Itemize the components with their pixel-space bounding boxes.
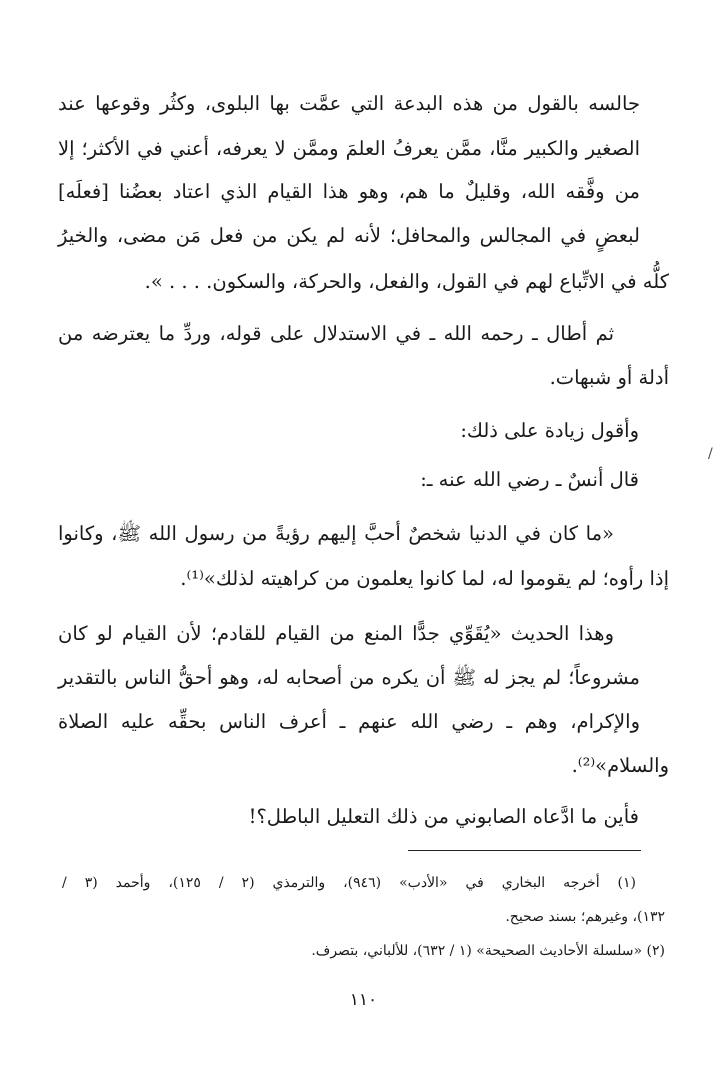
body-line: وهذا الحديث «يُقَوِّي جدًّا المنع من القيام للقادم؛ لأن القيام لو كان xyxy=(58,622,614,645)
body-line: مشروعاً؛ لم يجز له ﷺ أن يكره من أصحابه له، وهو أحقُّ الناس بالتقدير xyxy=(58,666,640,689)
body-line: والإكرام، وهم ـ رضي الله عنهم ـ أعرف الناس بحقِّه عليه الصلاة xyxy=(58,710,640,733)
footnote-separator xyxy=(408,850,641,851)
body-line: من وفَّقه الله، وقليلٌ ما هم، وهو هذا القيام الذي اعتاد بعضُنا [فعلَه] xyxy=(58,180,640,203)
body-line: ثم أطال ـ رحمه الله ـ في الاستدلال على قوله، وردِّ ما يعترضه من xyxy=(58,322,614,345)
body-line: لبعضٍ في المجالس والمحافل؛ لأنه لم يكن من فعل مَن مضى، والخيرُ xyxy=(58,224,640,247)
body-line: الصغير والكبير منَّا، ممَّن يعرفُ العلمَ وممَّن لا يعرفه، أعني في الأكثر؛ إلا xyxy=(58,137,640,160)
body-line: وأقول زيادة على ذلك: xyxy=(460,419,639,442)
body-line: والسلام»⁽²⁾. xyxy=(571,754,669,777)
page-number: ١١٠ xyxy=(349,990,378,1010)
body-line: كلُّه في الاتِّباع لهم في القول، والفعل، والحركة، والسكون. . . . ». xyxy=(144,270,669,293)
body-line: فأين ما ادَّعاه الصابوني من ذلك التعليل الباطل؟! xyxy=(248,805,639,828)
body-line: أدلة أو شبهات. xyxy=(549,366,669,389)
hadith-line: إذا رأوه؛ لم يقوموا له، لما كانوا يعلمون من كراهيته لذلك»⁽¹⁾. xyxy=(180,567,669,590)
body-line: قال أنسٌ ـ رضي الله عنه ـ: xyxy=(420,468,639,491)
body-line: جالسه بالقول من هذه البدعة التي عمَّت بها البلوى، وكثُر وقوعها عند xyxy=(58,92,640,115)
footnote-line: ١٣٢)، وغيرهم؛ بسند صحيح. xyxy=(505,909,665,925)
footnote-line: (١) أخرجه البخاري في «الأدب» (٩٤٦)، والترمذي (٢ / ١٢٥)، وأحمد (٣ / xyxy=(62,875,637,891)
footnote-line: (٢) «سلسلة الأحاديث الصحيحة» (١ / ٦٣٢)، للألباني، بتصرف. xyxy=(311,943,665,959)
margin-mark: / xyxy=(708,446,713,462)
hadith-line: «ما كان في الدنيا شخصٌ أحبَّ إليهم رؤيةً من رسول الله ﷺ، وكانوا xyxy=(58,522,614,545)
